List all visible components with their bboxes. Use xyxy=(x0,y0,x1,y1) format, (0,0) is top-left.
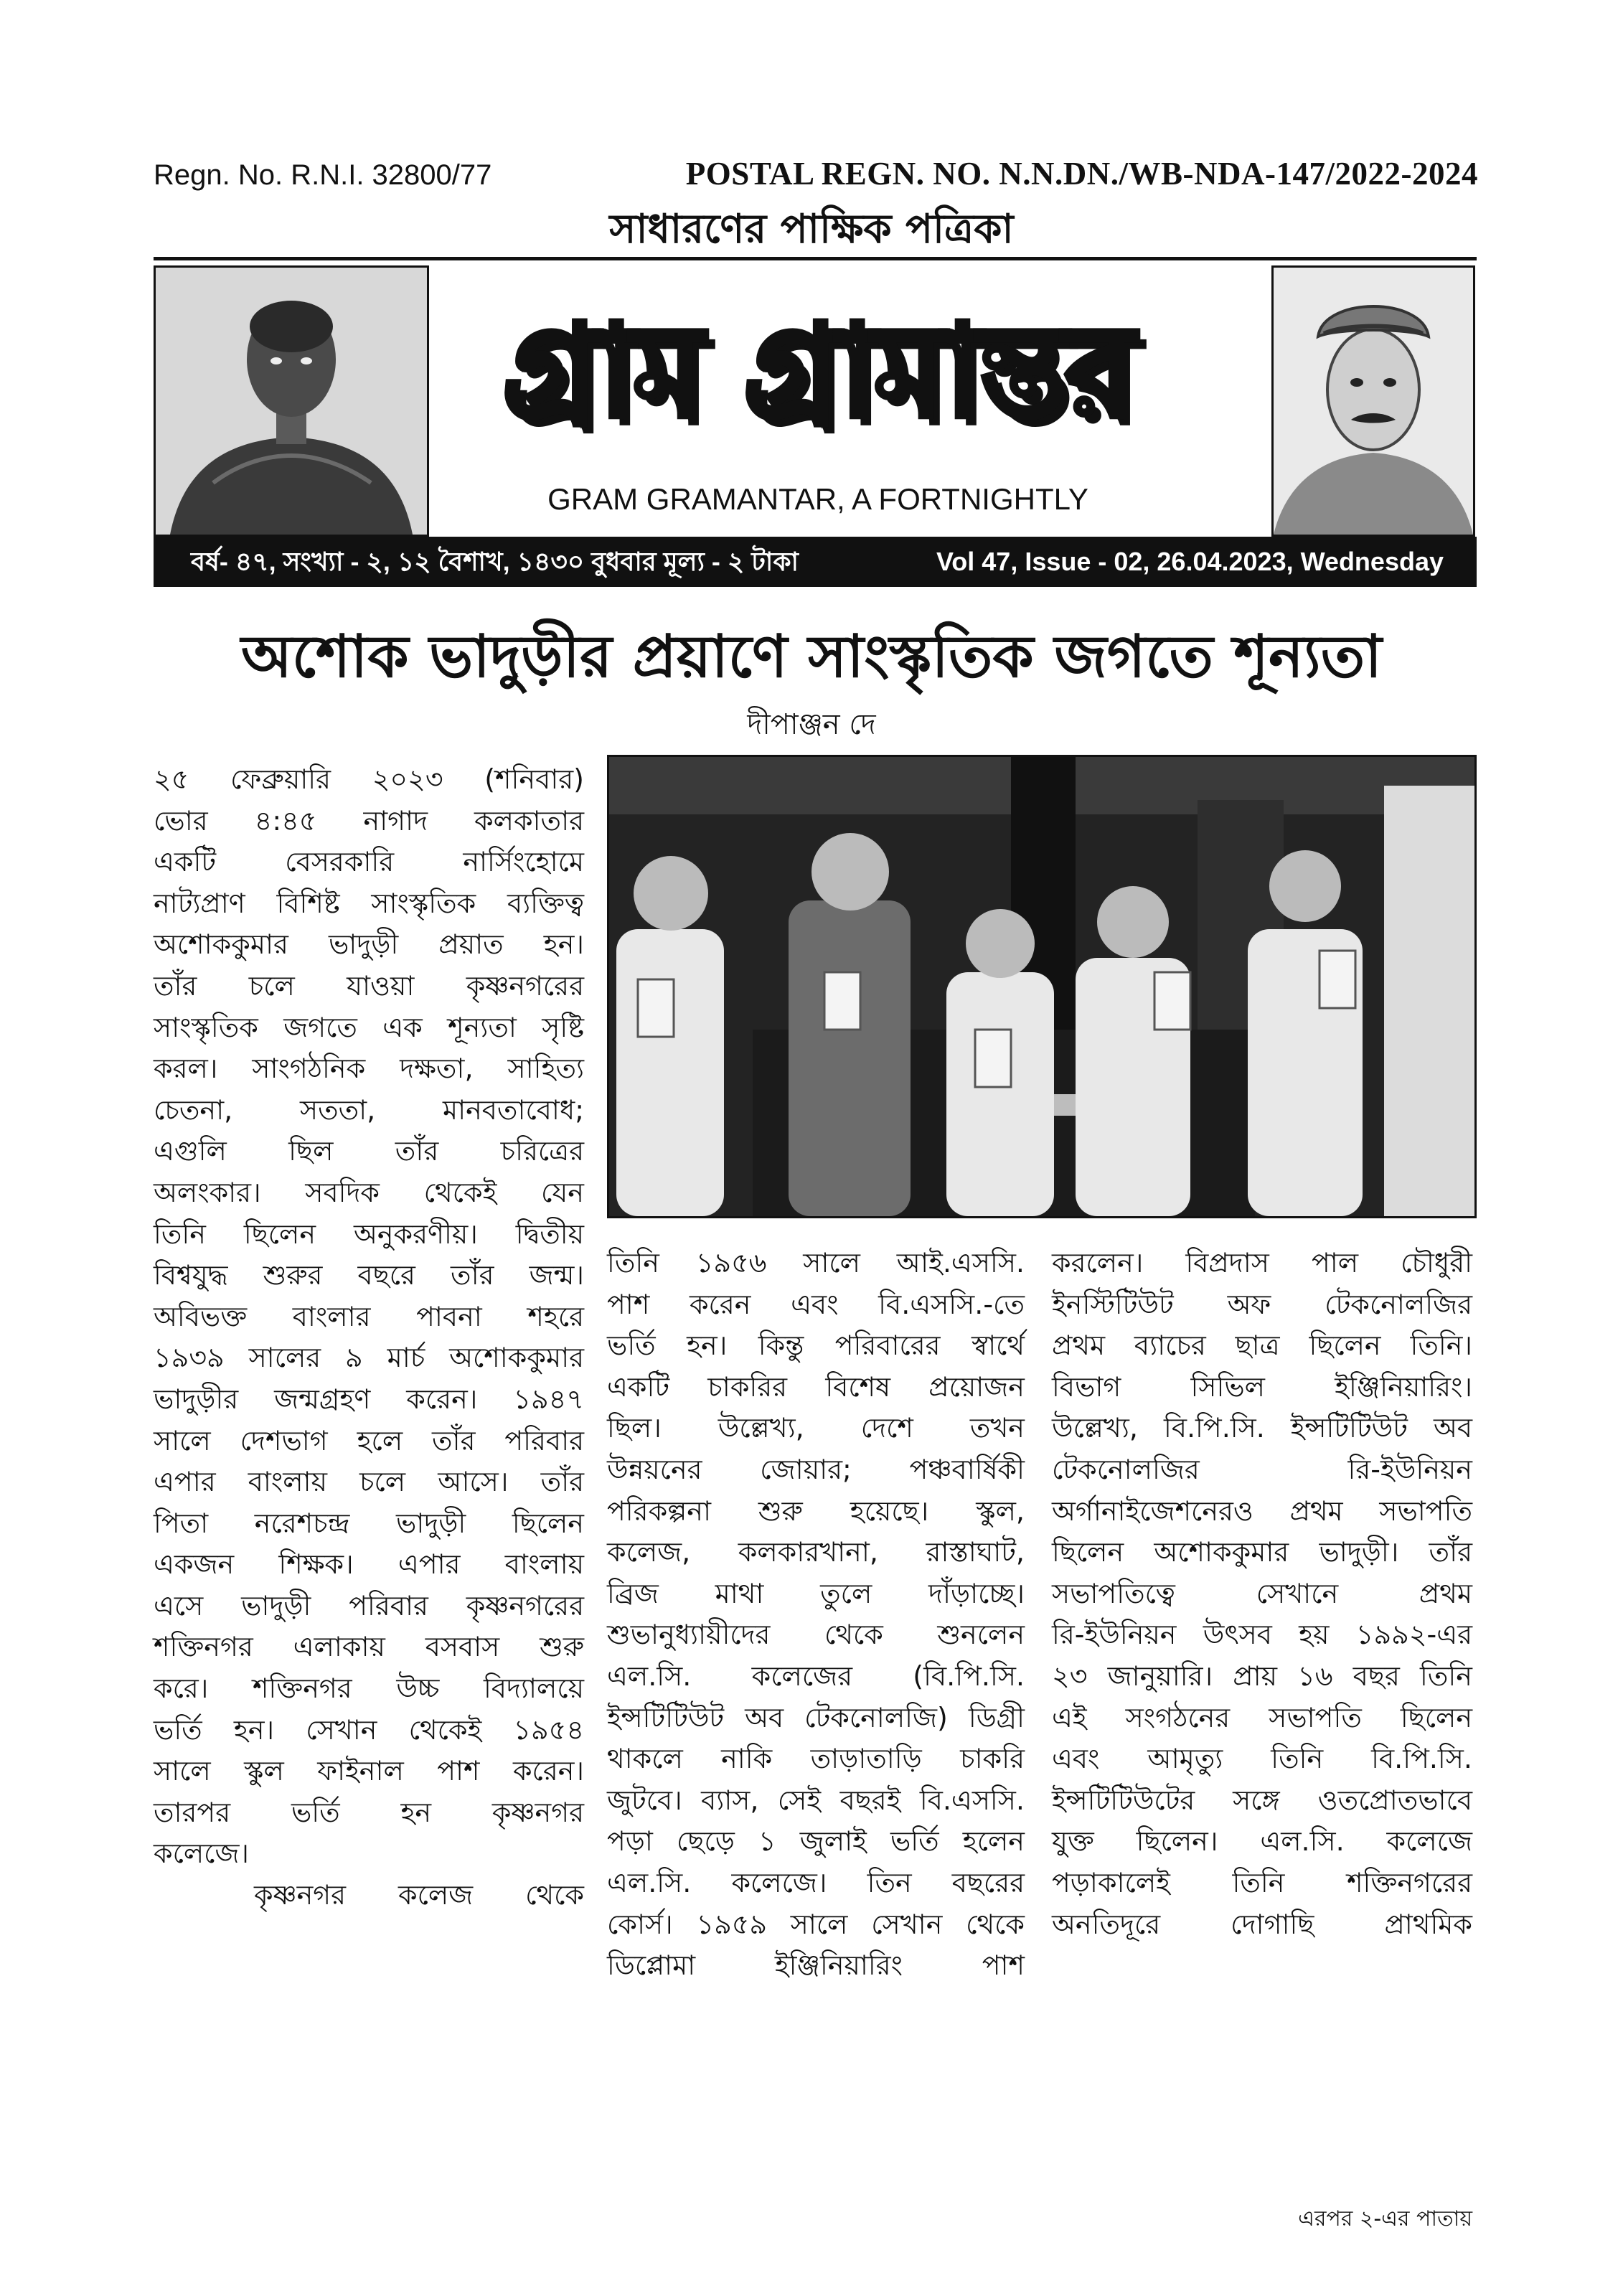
text-line: জুটবে। ব্যাস, সেই বছরই বি.এসসি. xyxy=(607,1784,1025,1816)
text-line: করলেন। বিপ্রদাস পাল চৌধুরী xyxy=(1052,1247,1472,1279)
text-line: শুভানুধ্যায়ীদের থেকে শুনলেন xyxy=(607,1619,1025,1651)
text-line: উল্লেখ্য, বি.পি.সি. ইন্সটিটিউট অব xyxy=(1052,1412,1472,1444)
text-line: তারপর ভর্তি হন কৃষ্ণনগর xyxy=(154,1796,584,1828)
portrait-right xyxy=(1271,265,1475,537)
text-line: বিশ্বযুদ্ধ শুরুর বছরে তাঁর জন্ম। xyxy=(154,1259,584,1292)
text-line: ব্রিজ মাথা তুলে দাঁড়াচ্ছে। xyxy=(607,1577,1025,1609)
portrait-left xyxy=(154,265,429,537)
text-line: চেতনা, সততা, মানবতাবোধ; xyxy=(154,1093,584,1126)
article-headline: অশোক ভাদুড়ীর প্রয়াণে সাংস্কৃতিক জগতে শূন্যতা xyxy=(240,623,1383,691)
text-line: টেকনোলজির রি-ইউনিয়ন xyxy=(1052,1453,1472,1485)
text-line: ভাদুড়ীর জন্মগ্রহণ করেন। ১৯৪৭ xyxy=(154,1383,584,1415)
text-line: ডিপ্লোমা ইঞ্জিনিয়ারিং পাশ xyxy=(607,1949,1025,1982)
text-line: ভর্তি হন। সেখান থেকেই ১৯৫৪ xyxy=(154,1713,584,1746)
text-line: করল। সাংগঠনিক দক্ষতা, সাহিত্য xyxy=(154,1053,584,1085)
issue-info-bar xyxy=(154,537,1477,587)
text-line: একজন শিক্ষক। এপার বাংলায় xyxy=(154,1548,584,1581)
issue-info-english: Vol 47, Issue - 02, 26.04.2023, Wednesday xyxy=(936,547,1444,576)
text-line: সাংস্কৃতিক জগতে এক শূন্যতা সৃষ্টি xyxy=(154,1011,584,1043)
text-line: তিনি ছিলেন অনুকরণীয়। দ্বিতীয় xyxy=(154,1218,584,1250)
text-line: পড়া ছেড়ে ১ জুলাই ভর্তি হলেন xyxy=(607,1825,1025,1858)
text-line: পাশ করেন এবং বি.এসসি.-তে xyxy=(607,1288,1025,1320)
text-line: ইন্সটিটিউটের সঙ্গে ওতপ্রোতভাবে xyxy=(1052,1784,1472,1816)
article-column-3 xyxy=(1052,1243,1472,1945)
text-line: ২৩ জানুয়ারি। প্রায় ১৬ বছর তিনি xyxy=(1052,1660,1472,1692)
tagline: সাধারণের পাক্ষিক পত্রিকা xyxy=(609,206,1014,253)
text-line: এসে ভাদুড়ী পরিবার কৃষ্ণনগরের xyxy=(154,1589,584,1622)
text-line: ছিলেন অশোককুমার ভাদুড়ী। তাঁর xyxy=(1052,1536,1472,1568)
text-line: কলেজ, কলকারখানা, রাস্তাঘাট, xyxy=(607,1536,1025,1568)
text-line: বিভাগ সিভিল ইঞ্জিনিয়ারিং। xyxy=(1052,1370,1472,1403)
text-line: করে। শক্তিনগর উচ্চ বিদ্যালয়ে xyxy=(154,1672,584,1705)
text-line: ইন্সটিটিউট অব টেকনোলজি) ডিগ্রী xyxy=(607,1701,1025,1733)
registration-number: Regn. No. R.N.I. 32800/77 xyxy=(154,159,492,191)
text-line: অর্গানাইজেশনেরও প্রথম সভাপতি xyxy=(1052,1495,1472,1527)
postal-registration: POSTAL REGN. NO. N.N.DN./WB-NDA-147/2022-2024 xyxy=(685,156,1478,192)
text-line: সভাপতিত্বে সেখানে প্রথম xyxy=(1052,1577,1472,1609)
article-column-1 xyxy=(154,759,584,1916)
text-line: রি-ইউনিয়ন উৎসব হয় ১৯৯২-এর xyxy=(1052,1619,1472,1651)
portrait-right-icon xyxy=(1274,268,1473,535)
text-line: নাট্যপ্রাণ বিশিষ্ট সাংস্কৃতিক ব্যক্তিত্ব xyxy=(154,887,584,919)
text-line: তাঁর চলে যাওয়া কৃষ্ণনগরের xyxy=(154,969,584,1002)
text-line: পিতা নরেশচন্দ্র ভাদুড়ী ছিলেন xyxy=(154,1507,584,1539)
text-line: তিনি ১৯৫৬ সালে আই.এসসি. xyxy=(607,1247,1025,1279)
text-line: ১৯৩৯ সালের ৯ মার্চ অশোককুমার xyxy=(154,1342,584,1374)
text-line: প্রথম ব্যাচের ছাত্র ছিলেন তিনি। xyxy=(1052,1330,1472,1362)
text-line: অবিভক্ত বাংলার পাবনা শহরে xyxy=(154,1300,584,1332)
text-line: এল.সি. কলেজে। তিন বছরের xyxy=(607,1866,1025,1899)
text-line: সালে স্কুল ফাইনাল পাশ করেন। xyxy=(154,1755,584,1787)
text-line: অশোককুমার ভাদুড়ী প্রয়াত হন। xyxy=(154,928,584,961)
continued-note: এরপর ২-এর পাতায় xyxy=(1298,2206,1472,2231)
text-line: একটি বেসরকারি নার্সিংহোমে xyxy=(154,846,584,878)
article-photo xyxy=(607,755,1477,1218)
book-launch-photo-icon xyxy=(609,757,1474,1216)
text-line: ইনস্টিটিউট অফ টেকনোলজির xyxy=(1052,1288,1472,1320)
text-line: এপার বাংলায় চলে আসে। তাঁর xyxy=(154,1466,584,1498)
portrait-left-icon xyxy=(156,268,427,535)
text-line: কলেজে। xyxy=(154,1838,250,1870)
text-line: উন্নয়নের জোয়ার; পঞ্চবার্ষিকী xyxy=(607,1453,1025,1485)
text-line: অনতিদূরে দোগাছি প্রাথমিক xyxy=(1052,1908,1472,1940)
issue-info-bengali: বর্ষ- ৪৭, সংখ্যা - ২, ১২ বৈশাখ, ১৪৩০ বুধবার মূল্য - ২ টাকা xyxy=(191,547,799,576)
text-line: সালে দেশভাগ হলে তাঁর পরিবার xyxy=(154,1424,584,1457)
text-line: পরিকল্পনা শুরু হয়েছে। স্কুল, xyxy=(607,1495,1025,1527)
text-line: ভোর ৪:৪৫ নাগাদ কলকাতার xyxy=(154,804,584,837)
text-line: ২৫ ফেব্রুয়ারি ২০২৩ (শনিবার) xyxy=(154,763,584,795)
text-line: অলংকার। সবদিক থেকেই যেন xyxy=(154,1176,584,1208)
text-line: পড়াকালেই তিনি শক্তিনগরের xyxy=(1052,1866,1472,1899)
article-byline: দীপাঞ্জন দে xyxy=(747,708,876,741)
masthead-title: গ্রাম গ্রামান্তর xyxy=(503,296,1133,445)
text-line: থাকলে নাকি তাড়াতাড়ি চাকরি xyxy=(607,1743,1025,1775)
header-rule xyxy=(154,257,1477,260)
text-line: ভর্তি হন। কিন্তু পরিবারের স্বার্থে xyxy=(607,1330,1025,1362)
masthead-subtitle: GRAM GRAMANTAR, A FORTNIGHTLY xyxy=(547,482,1088,516)
text-line: এবং আমৃত্যু তিনি বি.পি.সি. xyxy=(1052,1743,1472,1775)
text-line: কোর্স। ১৯৫৯ সালে সেখান থেকে xyxy=(607,1908,1025,1940)
text-line: এগুলি ছিল তাঁর চরিত্রের xyxy=(154,1135,584,1167)
article-column-2 xyxy=(607,1243,1025,1987)
text-line: এল.সি. কলেজের (বি.পি.সি. xyxy=(607,1660,1025,1692)
text-line: যুক্ত ছিলেন। এল.সি. কলেজে xyxy=(1052,1825,1472,1858)
text-line: কৃষ্ণনগর কলেজ থেকে xyxy=(254,1879,584,1911)
text-line: ছিল। উল্লেখ্য, দেশে তখন xyxy=(607,1412,1025,1444)
text-line: এই সংগঠনের সভাপতি ছিলেন xyxy=(1052,1701,1472,1733)
text-line: শক্তিনগর এলাকায় বসবাস শুরু xyxy=(154,1631,584,1663)
text-line: একটি চাকরির বিশেষ প্রয়োজন xyxy=(607,1370,1025,1403)
